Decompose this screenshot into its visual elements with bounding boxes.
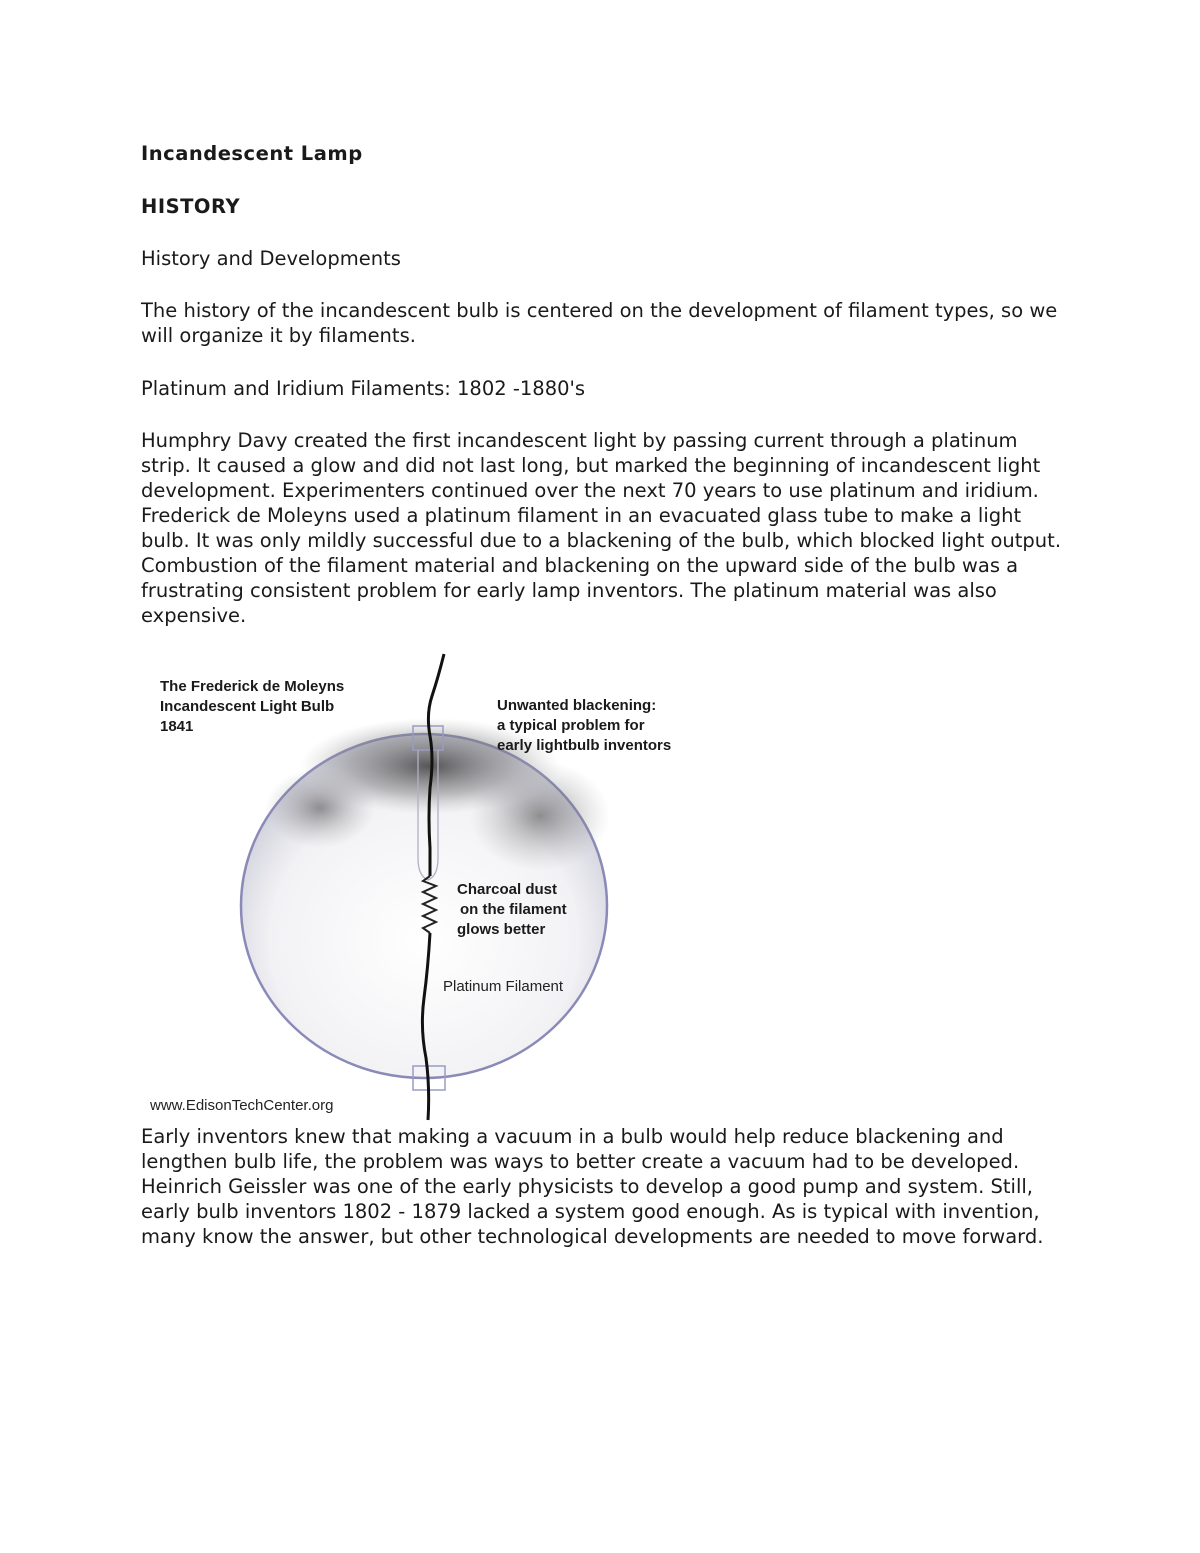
caption-line-3: 1841 (160, 718, 194, 735)
paragraph-vacuum: Early inventors knew that making a vacuum in a bulb would help reduce blackening and lengthen bulb life, the problem was ways to better create a vacuum had to be developed. Heinrich Geissler was one of the early physicists to develop a good pump and system. Still, early bulb inventors 1802 - 1879 lacked a system good enough. As is typical with invention, many know the answer, but other technological developments are needed to move forward. (141, 1125, 1044, 1248)
charcoal-line-1: Charcoal dust (457, 881, 558, 898)
intro-paragraph: The history of the incandescent bulb is centered on the development of filament types, so we will organize it by filaments. (141, 299, 1058, 347)
paragraph-davy: Humphry Davy created the first incandescent light by passing current through a platinum strip. It caused a glow and did not last long, but marked the beginning of incandescent light development. Experimenters continued over the next 70 years to use platinum and iridium. Frederick de Moleyns used a platinum filament in an evacuated glass tube to make a light bulb. It was only mildly successful due to a blackening of the bulb, which blocked light output. Combustion of the filament material and blackening on the upward side of the bulb was a frustrating consistent problem for early lamp inventors. The platinum material was also expensive. (141, 429, 1062, 627)
section-heading: HISTORY (141, 195, 241, 218)
bulb-diagram-svg (140, 648, 700, 1128)
filament-heading: Platinum and Iridium Filaments: 1802 -1880's (141, 377, 586, 400)
caption-line-2: Incandescent Light Bulb (160, 698, 335, 715)
bulb-illustration (140, 648, 700, 1128)
document-title: Incandescent Lamp (141, 142, 363, 165)
charcoal-line-3: glows better (457, 921, 546, 938)
filament-label: Platinum Filament (443, 978, 564, 995)
blackening-left (265, 768, 375, 848)
subheading: History and Developments (141, 247, 401, 270)
caption-line-1: The Frederick de Moleyns (160, 678, 345, 695)
blackening-line-3: early lightbulb inventors (497, 737, 672, 754)
blackening-line-2: a typical problem for (497, 717, 645, 734)
charcoal-line-2: on the filament (460, 901, 567, 918)
blackening-right (470, 761, 610, 871)
source-label: www.EdisonTechCenter.org (150, 1097, 334, 1114)
blackening-line-1: Unwanted blackening: (497, 697, 657, 714)
